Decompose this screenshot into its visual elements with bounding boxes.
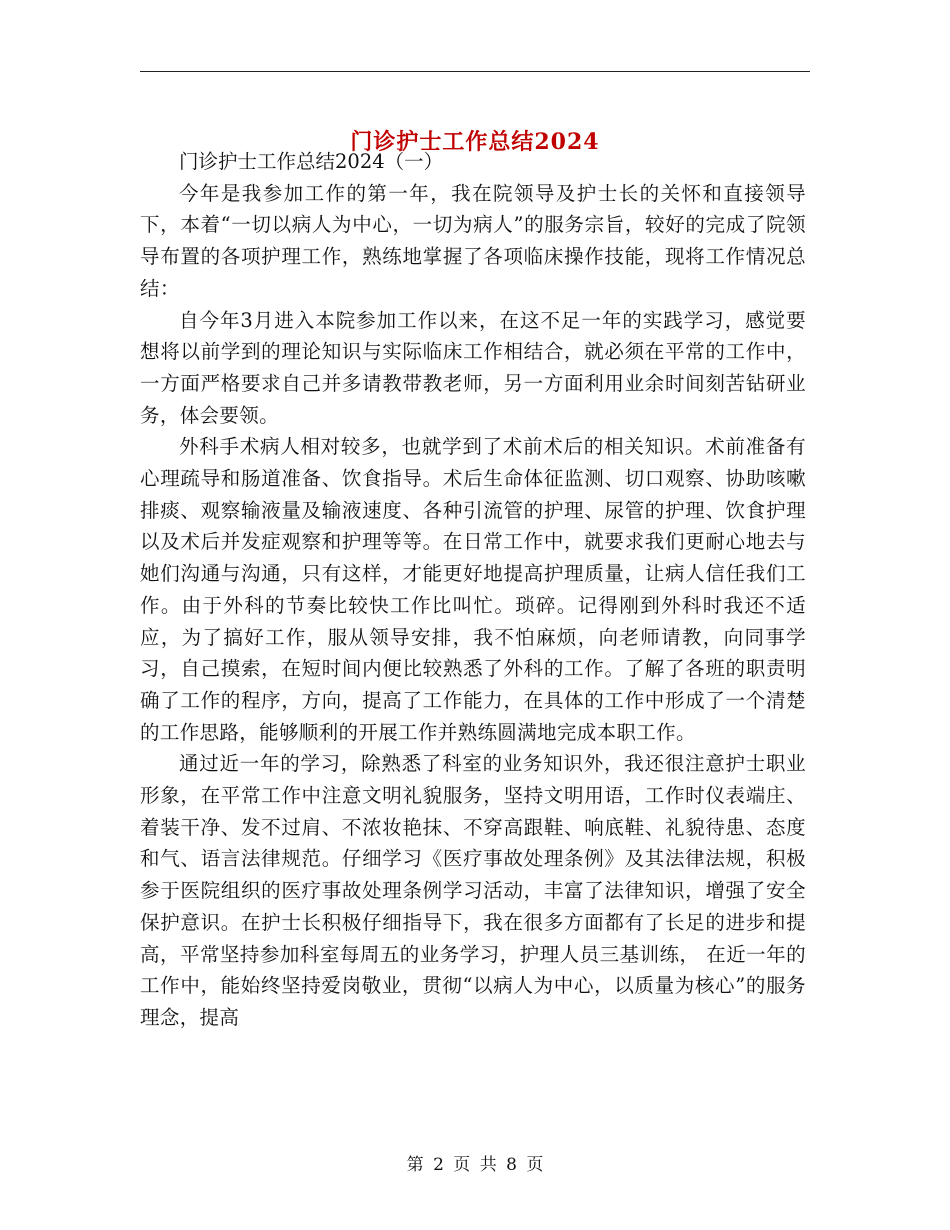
document-body (140, 146, 806, 1034)
section-subtitle: 门诊护士工作总结2024（一） (179, 150, 444, 173)
page-number: 第 2 页 共 8 页 (406, 1155, 544, 1175)
header-rule (140, 71, 810, 72)
document-title: 门诊护士工作总结2024 (350, 128, 600, 155)
paragraph-intro: 今年是我参加工作的第一年，我在院领导及护士长的关怀和直接领导下，本着“一切以病人为中心，一切为病人”的服务宗旨，较好的完成了院领导布置的各项护理工作，熟练地掌握了各项临床操作技能，现将工作情况总结： (140, 181, 806, 300)
paragraph-professionalism: 通过近一年的学习，除熟悉了科室的业务知识外，我还很注意护士职业形象，在平常工作中注意文明礼貌服务，坚持文明用语，工作时仪表端庄、着装干净、发不过肩、不浓妆艳抹、不穿高跟鞋、响底鞋、礼貌待患、态度和气、语言法律规范。仔细学习《医疗事故处理条例》及其法律法规，积极参于医院组织的医疗事故处理条例学习活动，丰富了法律知识，增强了安全保护意识。在护士长积极仔细指导下，我在很多方面都有了长足的进步和提高，平常坚持参加科室每周五的业务学习，护理人员三基训练， 在近一年的工作中，能始终坚持爱岗敬业，贯彻“以病人为中心，以质量为核心”的服务理念，提高 (140, 752, 806, 1029)
paragraph-practice: 自今年3月进入本院参加工作以来，在这不足一年的实践学习，感觉要想将以前学到的理论知识与实际临床工作相结合，就必须在平常的工作中，一方面严格要求自己并多请教带教老师，另一方面利用业余时间刻苦钻研业务，体会要领。 (140, 308, 806, 427)
paragraph-surgery: 外科手术病人相对较多，也就学到了术前术后的相关知识。术前准备有心理疏导和肠道准备、饮食指导。术后生命体征监测、切口观察、协助咳嗽排痰、观察输液量及输液速度、各种引流管的护理、尿管的护理、饮食护理以及术后并发症观察和护理等等。在日常工作中，就要求我们更耐心地去与她们沟通与沟通，只有这样，才能更好地提高护理质量，让病人信任我们工作。由于外科的节奏比较快工作比叫忙。琐碎。记得刚到外科时我还不适应，为了搞好工作，服从领导安排，我不怕麻烦，向老师请教，向同事学习，自己摸索，在短时间内便比较熟悉了外科的工作。了解了各班的职责明确了工作的程序，方向，提高了工作能力，在具体的工作中形成了一个清楚的工作思路，能够顺利的开展工作并熟练圆满地完成本职工作。 (140, 435, 806, 744)
